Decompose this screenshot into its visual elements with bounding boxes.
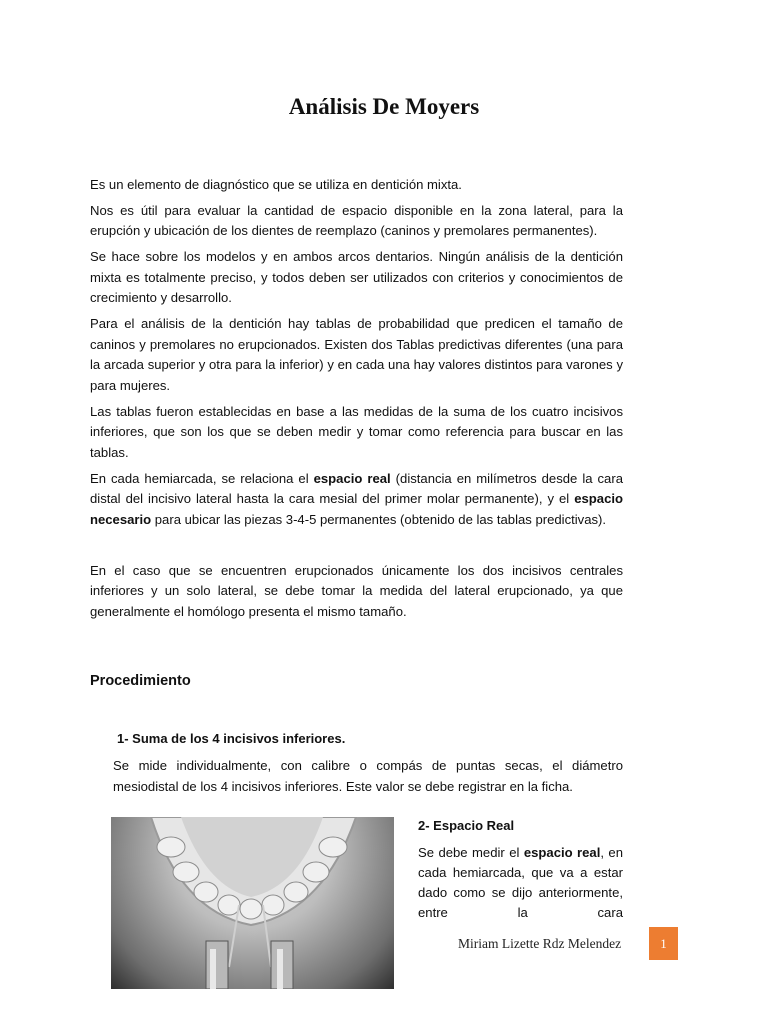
document-title: Análisis De Moyers bbox=[288, 94, 480, 119]
dental-model-illustration bbox=[111, 817, 394, 989]
step2-body bbox=[418, 843, 623, 923]
section-heading: Procedimiento bbox=[90, 673, 191, 689]
dental-model-photo bbox=[111, 817, 394, 989]
paragraph bbox=[90, 201, 623, 242]
paragraph bbox=[90, 561, 623, 623]
paragraph bbox=[90, 247, 623, 309]
bold-term: espacio necesario bbox=[90, 491, 623, 527]
text-run: (distancia en milímetros desde la cara distal del incisivo lateral hasta la cara mesial del primer molar permanente), y el bbox=[90, 470, 623, 506]
footer-author: Miriam Lizette Rdz Melendez bbox=[458, 936, 622, 951]
paragraph-spacer bbox=[90, 536, 623, 561]
text-run: En cada hemiarcada, se relaciona el bbox=[90, 470, 314, 486]
text-run: para ubicar las piezas 3-4-5 permanentes (obtenido de las tablas predictivas). bbox=[151, 511, 607, 527]
step1-title: 1- Suma de los 4 incisivos inferiores. bbox=[117, 731, 346, 746]
text-run: Se hace sobre los modelos y en ambos arcos dentarios. Ningún análisis de la dentición mixta es totalmente preciso, y todos deben ser utilizados con criterios y conocimientos de crecimiento y desarrollo. bbox=[90, 249, 623, 305]
text-run: Se debe medir el bbox=[418, 845, 524, 860]
bold-term: espacio real bbox=[523, 845, 601, 860]
paragraph bbox=[90, 402, 623, 464]
text-run: , en cada hemiarcada, que va a estar dado como se dijo anteriormente, entre la cara bbox=[418, 845, 624, 920]
text-run: Las tablas fueron establecidas en base a las medidas de la suma de los cuatro incisivos inferiores, que son los que se deben medir y tomar como referencia para buscar en las tablas. bbox=[90, 403, 623, 460]
step2-title: 2- Espacio Real bbox=[418, 818, 515, 833]
text-run: Para el análisis de la dentición hay tablas de probabilidad que predicen el tamaño de caninos y premolares no erupcionados. Existen dos Tablas predictivas diferentes (una para la arcada superior y otra para la inferior) y en cada una hay valores distintos para varones y para mujeres. bbox=[90, 316, 623, 393]
paragraph bbox=[90, 469, 623, 531]
bold-term: espacio real bbox=[313, 470, 391, 486]
text-run: Es un elemento de diagnóstico que se utiliza en dentición mixta. bbox=[90, 177, 462, 192]
paragraph bbox=[90, 175, 623, 196]
step1-body: Se mide individualmente, con calibre o compás de puntas secas, el diámetro mesiodistal de los 4 incisivos inferiores. Este valor se debe registrar en la ficha. bbox=[113, 758, 623, 794]
text-run: En el caso que se encuentren erupcionados únicamente los dos incisivos centrales inferiores y un solo lateral, se debe tomar la medida del lateral erupcionado, ya que generalmente el homólogo presenta el mismo tamaño. bbox=[90, 562, 623, 619]
page-number-badge: 1 bbox=[649, 927, 678, 960]
body-text bbox=[90, 175, 623, 628]
paragraph bbox=[90, 314, 623, 396]
text-run: Nos es útil para evaluar la cantidad de espacio disponible en la zona lateral, para la erupción y ubicación de los dientes de reemplazo (caninos y premolares permanentes). bbox=[90, 202, 623, 238]
